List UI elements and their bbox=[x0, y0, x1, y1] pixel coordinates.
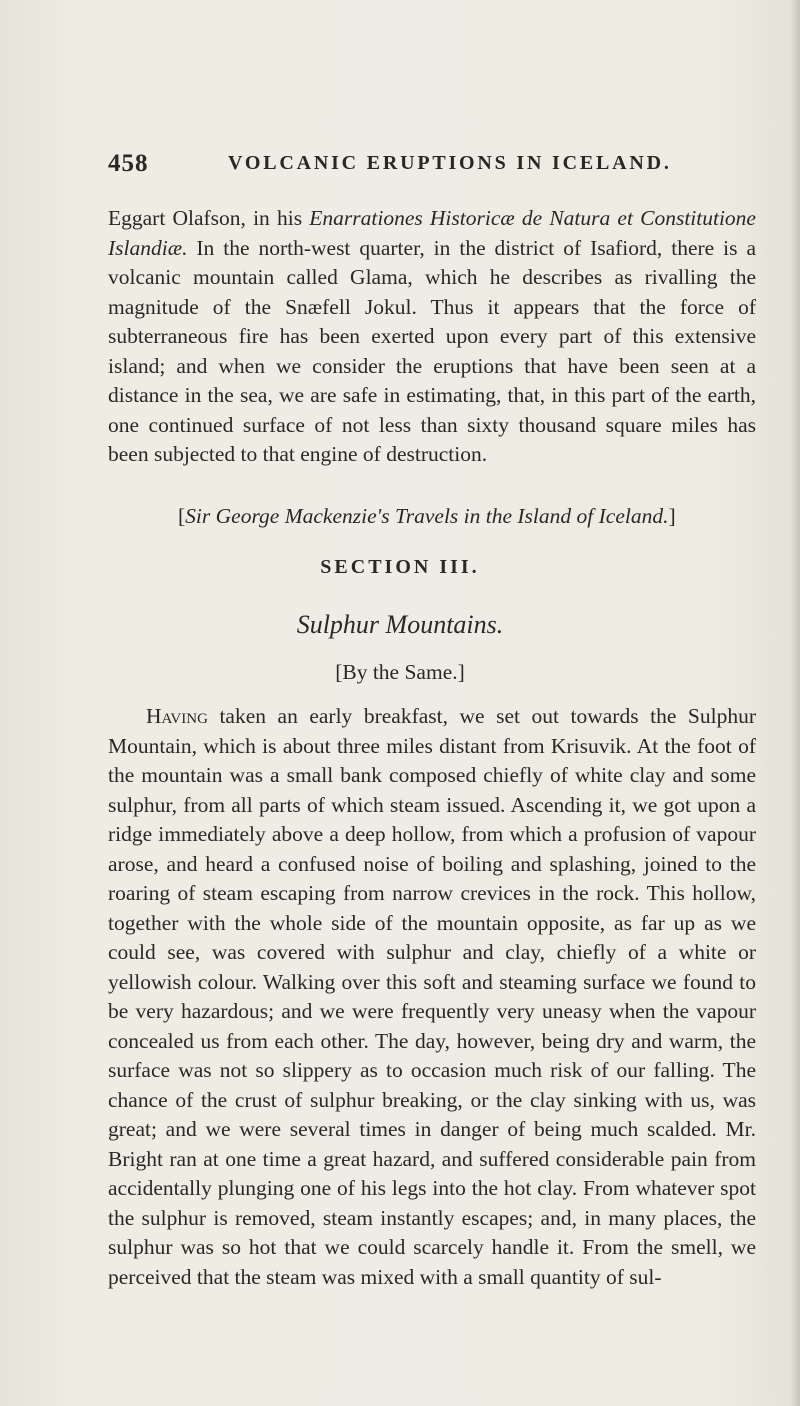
book-title: Enarrationes Historicæ de Natura et Constitutione Islandiæ. bbox=[108, 206, 756, 260]
source-attribution bbox=[178, 502, 738, 531]
page-fold-shadow bbox=[790, 0, 800, 1406]
author-name: Eggart Olafson, bbox=[108, 206, 246, 230]
paragraph-text: In the north-west quarter, in the district of Isafiord, there is a volcanic mountain called Glama, which he describes as rivalling the magnitude of the Snæfell Jokul. Thus it appears that the force of subterraneous fire has been exerted upon every part of this extensive island; and when we consider the eruptions that have been seen at a distance in the sea, we are safe in estimating, that, in this part of the earth, one continued surface of not less than sixty thousand square miles has been subjected to that engine of destruction. bbox=[108, 235, 756, 466]
running-title: VOLCANIC ERUPTIONS IN ICELAND. bbox=[228, 152, 672, 174]
section-heading: SECTION III. bbox=[320, 556, 480, 578]
drop-word: Having bbox=[146, 704, 208, 728]
attribution-title: Travels in the Island of bbox=[389, 504, 599, 528]
page-number: 458 bbox=[108, 150, 149, 177]
section-byline: [By the Same.] bbox=[335, 660, 465, 684]
attribution-author: Sir George Mackenzie's bbox=[185, 504, 390, 528]
bracket-open: [ bbox=[178, 504, 186, 528]
section-subtitle: Sulphur Mountains. bbox=[296, 610, 504, 639]
bracket-close: ] bbox=[668, 504, 676, 528]
attribution-place: Iceland. bbox=[598, 504, 669, 528]
paragraph-olafson bbox=[108, 204, 756, 470]
page-header bbox=[108, 150, 748, 190]
paragraph-text: taken an early breakfast, we set out towards the Sulphur Mountain, which is about three miles distant from Krisuvik. At the foot of the mountain was a small bank composed chiefly of white clay and some sulphur, from all parts of which steam issued. Ascending it, we got upon a ridge immediately above a deep hollow, from which a profusion of vapour arose, and heard a confused noise of boiling and splashing, joined to the roaring of steam escaping from narrow crevices in the rock. This hollow, together with the whole side of the mountain opposite, as far up as we could see, was covered with sulphur and clay, chiefly of a white or yellowish colour. Walking over this soft and steaming surface we found to be very hazardous; and we were frequently very uneasy when the vapour concealed us from each other. The day, however, being dry and warm, the surface was not so slippery as to occasion much risk of our falling. The chance of the crust of sulphur breaking, or the clay sinking with us, was great; and we were several times in danger of being much scalded. Mr. Bright ran at one time a great hazard, and suffered considerable pain from accidentally plunging one of his legs into the hot clay. From whatever spot the sulphur is removed, steam instantly escapes; and, in many places, the sulphur was so hot that we could scarcely handle it. From the smell, we perceived that the steam was mixed with a small quantity of sul- bbox=[108, 704, 756, 1289]
paragraph-text: in his bbox=[245, 206, 310, 230]
paragraph-sulphur-mountain bbox=[108, 702, 756, 1292]
